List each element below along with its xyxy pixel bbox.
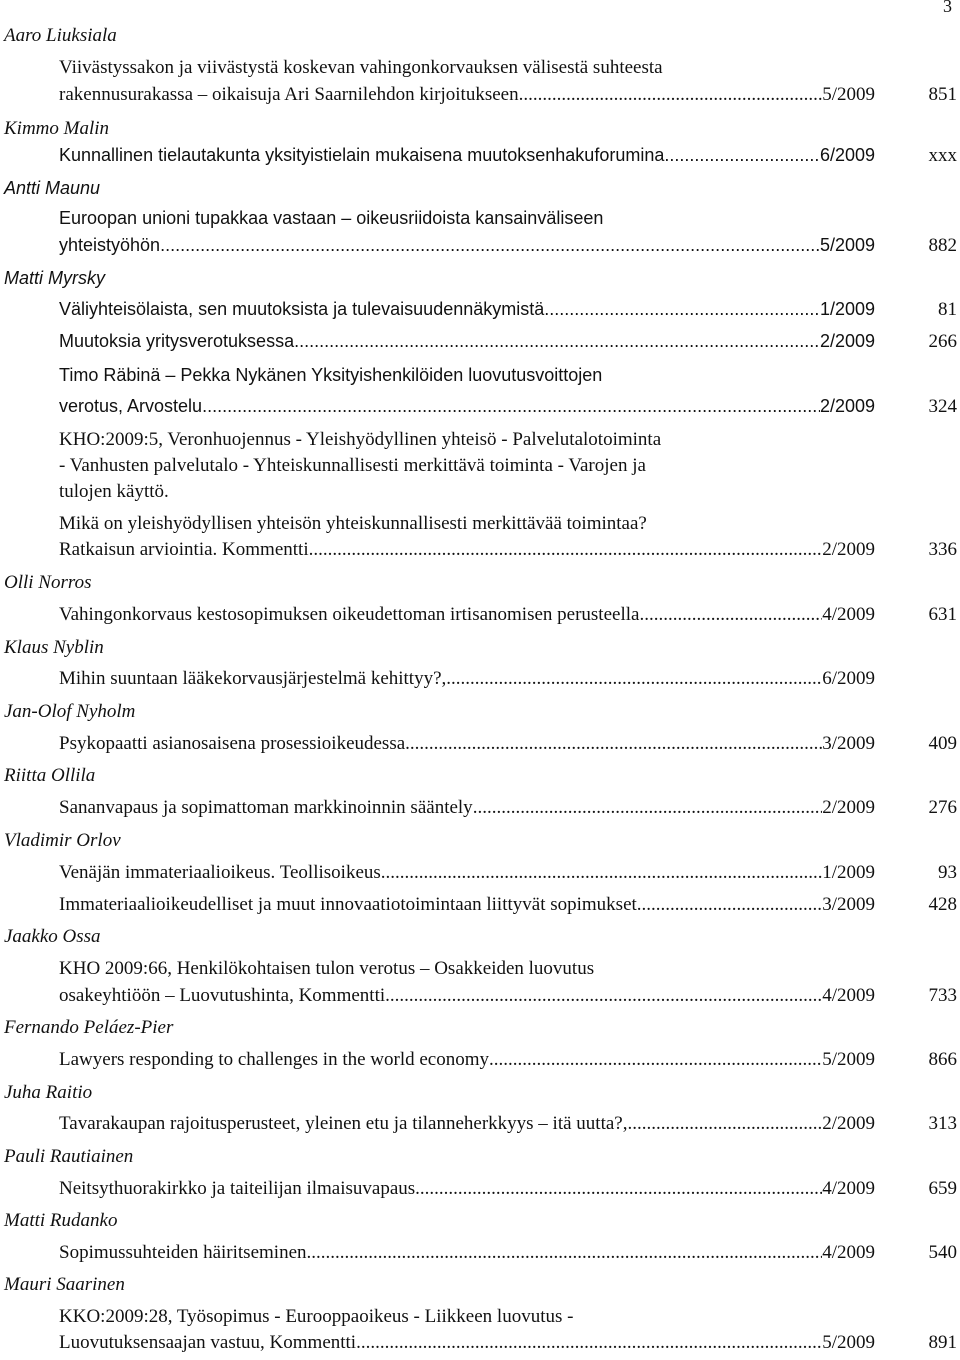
entry-issue: 6/2009 xyxy=(822,668,875,689)
entry-page: 428 xyxy=(928,894,957,915)
entry-title: Mihin suuntaan lääkekorvausjärjestelmä kehittyy?, xyxy=(59,668,447,689)
entry-line xyxy=(59,539,875,565)
leader-dots xyxy=(307,1242,823,1264)
entry-title: Neitsythuorakirkko ja taiteilijan ilmaisuvapaus xyxy=(59,1178,416,1199)
entry-issue: 4/2009 xyxy=(822,1178,875,1199)
entry-issue: 4/2009 xyxy=(822,604,875,625)
entry-line xyxy=(59,604,875,630)
leader-dots xyxy=(160,235,820,256)
author-name: Riitta Ollila xyxy=(4,765,96,786)
entry-issue: 2/2009 xyxy=(822,797,875,818)
author-name: Matti Rudanko xyxy=(4,1210,118,1231)
entry-title-line: Mikä on yleishyödyllisen yhteisön yhteiskunnallisesti merkittävää toimintaa? xyxy=(59,513,647,534)
entry-line xyxy=(59,331,875,357)
entry-title: Kunnallinen tielautakunta yksityistielain mukaisena muutoksenhakuforumina xyxy=(59,145,665,165)
entry-issue: 2/2009 xyxy=(822,1113,875,1134)
entry-issue: 5/2009 xyxy=(822,84,875,105)
leader-dots xyxy=(309,539,823,561)
leader-dots xyxy=(415,1178,822,1200)
entry-page: 336 xyxy=(928,539,957,560)
entry-title: verotus, Arvostelu xyxy=(59,396,203,416)
leader-dots xyxy=(639,604,822,626)
entry-title-line: KHO 2009:66, Henkilökohtaisen tulon verotus – Osakkeiden luovutus xyxy=(59,958,595,979)
entry-line xyxy=(59,84,875,110)
author-name: Antti Maunu xyxy=(4,178,101,198)
entry-title: Muutoksia yritysverotuksessa xyxy=(59,331,295,351)
entry-issue: 2/2009 xyxy=(819,331,875,351)
leader-dots xyxy=(381,862,822,884)
entry-issue: 4/2009 xyxy=(822,985,875,1006)
entry-line xyxy=(59,862,875,888)
entry-page: 276 xyxy=(928,797,957,818)
entry-title-line: - Vanhusten palvelutalo - Yhteiskunnallisesti merkittävä toiminta - Varojen ja xyxy=(59,455,646,476)
entry-line xyxy=(59,797,875,823)
entry-page: 891 xyxy=(928,1332,957,1353)
entry-title-line: KHO:2009:5, Veronhuojennus - Yleishyödyllinen yhteisö - Palvelutalotoiminta xyxy=(59,429,662,450)
entry-line xyxy=(59,894,875,920)
author-name: Juha Raitio xyxy=(4,1082,93,1103)
entry-title: Lawyers responding to challenges in the world economy xyxy=(59,1049,490,1070)
entry-page: 631 xyxy=(928,604,957,625)
entry-page: 882 xyxy=(928,235,957,256)
entry-title-line: KKO:2009:28, Työsopimus - Eurooppaoikeus - Liikkeen luovutus - xyxy=(59,1306,574,1327)
entry-title-line: tulojen käyttö. xyxy=(59,481,169,502)
entry-line xyxy=(59,1178,875,1204)
entry-title: Vahingonkorvaus kestosopimuksen oikeudettoman irtisanomisen perusteella xyxy=(59,604,640,625)
entry-title: yhteistyöhön xyxy=(59,235,161,255)
entry-issue: 5/2009 xyxy=(822,1049,875,1070)
entry-title-line: Euroopan unioni tupakkaa vastaan – oikeusriidoista kansainväliseen xyxy=(59,208,604,228)
entry-issue: 5/2009 xyxy=(819,235,875,255)
entry-line xyxy=(59,668,875,694)
entry-title: Ratkaisun arviointia. Kommentti xyxy=(59,539,309,560)
leader-dots xyxy=(405,733,822,755)
leader-dots xyxy=(385,985,822,1007)
entry-title: Sananvapaus ja sopimattoman markkinoinnin sääntely xyxy=(59,797,473,818)
entry-issue: 6/2009 xyxy=(819,145,875,165)
entry-page: 313 xyxy=(928,1113,957,1134)
leader-dots xyxy=(627,1113,822,1135)
author-name: Pauli Rautiainen xyxy=(4,1146,134,1167)
entry-page: 93 xyxy=(938,862,957,883)
leader-dots xyxy=(664,145,820,166)
entry-issue: 1/2009 xyxy=(819,299,875,319)
entry-issue: 3/2009 xyxy=(822,894,875,915)
entry-line xyxy=(59,396,875,422)
author-name: Kimmo Malin xyxy=(4,118,110,139)
leader-dots xyxy=(294,331,820,352)
entry-issue: 2/2009 xyxy=(822,539,875,560)
entry-line xyxy=(59,1332,875,1358)
entry-line xyxy=(59,299,875,325)
leader-dots xyxy=(519,84,823,106)
author-name: Klaus Nyblin xyxy=(4,637,104,658)
author-name: Vladimir Orlov xyxy=(4,830,121,851)
author-name: Jan-Olof Nyholm xyxy=(4,701,136,722)
entry-page: 409 xyxy=(928,733,957,754)
entry-page: 659 xyxy=(928,1178,957,1199)
entry-issue: 5/2009 xyxy=(822,1332,875,1353)
entry-title: Sopimussuhteiden häiritseminen xyxy=(59,1242,307,1263)
entry-title: Tavarakaupan rajoitusperusteet, yleinen etu ja tilanneherkkyys – itä uutta?, xyxy=(59,1113,628,1134)
entry-line xyxy=(59,235,875,261)
entry-title: Luovutuksensaajan vastuu, Kommentti xyxy=(59,1332,357,1353)
entry-page: 266 xyxy=(928,331,957,352)
entry-page: 81 xyxy=(938,299,957,320)
author-name: Jaakko Ossa xyxy=(4,926,101,947)
entry-page: 540 xyxy=(928,1242,957,1263)
leader-dots xyxy=(446,668,822,690)
entry-title: rakennusurakassa – oikaisuja Ari Saarnilehdon kirjoitukseen xyxy=(59,84,519,105)
entry-title: Venäjän immateriaalioikeus. Teollisoikeus xyxy=(59,862,381,883)
entry-issue: 3/2009 xyxy=(822,733,875,754)
entry-title: Psykopaatti asianosaisena prosessioikeudessa xyxy=(59,733,406,754)
entry-title: Väliyhteisölaista, sen muutoksista ja tulevaisuudennäkymistä xyxy=(59,299,545,319)
entry-page: 851 xyxy=(928,84,957,105)
entry-page: 733 xyxy=(928,985,957,1006)
entry-page: 866 xyxy=(928,1049,957,1070)
author-name: Olli Norros xyxy=(4,572,92,593)
entry-page: 324 xyxy=(928,396,957,417)
author-name: Mauri Saarinen xyxy=(4,1274,125,1295)
entry-issue: 4/2009 xyxy=(822,1242,875,1263)
entry-title-line: Timo Räbinä – Pekka Nykänen Yksityishenkilöiden luovutusvoittojen xyxy=(59,365,603,385)
leader-dots xyxy=(202,396,820,417)
entry-line xyxy=(59,733,875,759)
page-number: 3 xyxy=(943,0,952,16)
entry-line xyxy=(59,145,875,171)
entry-line xyxy=(59,1049,875,1075)
leader-dots xyxy=(544,299,820,320)
author-name: Aaro Liuksiala xyxy=(4,25,117,46)
entry-line xyxy=(59,985,875,1011)
entry-title-line: Viivästyssakon ja viivästystä koskevan vahingonkorvauksen välisestä suhteesta xyxy=(59,57,663,78)
author-name: Fernando Peláez-Pier xyxy=(4,1017,174,1038)
entry-line xyxy=(59,1242,875,1268)
leader-dots xyxy=(473,797,823,819)
entry-title: Immateriaalioikeudelliset ja muut innovaatiotoimintaan liittyvät sopimukset xyxy=(59,894,637,915)
author-name: Matti Myrsky xyxy=(4,268,105,288)
entry-line xyxy=(59,1113,875,1139)
leader-dots xyxy=(356,1332,822,1354)
entry-issue: 2/2009 xyxy=(819,396,875,416)
entry-page: xxx xyxy=(928,145,957,166)
entry-title: osakeyhtiöön – Luovutushinta, Kommentti xyxy=(59,985,386,1006)
entry-issue: 1/2009 xyxy=(822,862,875,883)
leader-dots xyxy=(489,1049,822,1071)
leader-dots xyxy=(637,894,822,916)
